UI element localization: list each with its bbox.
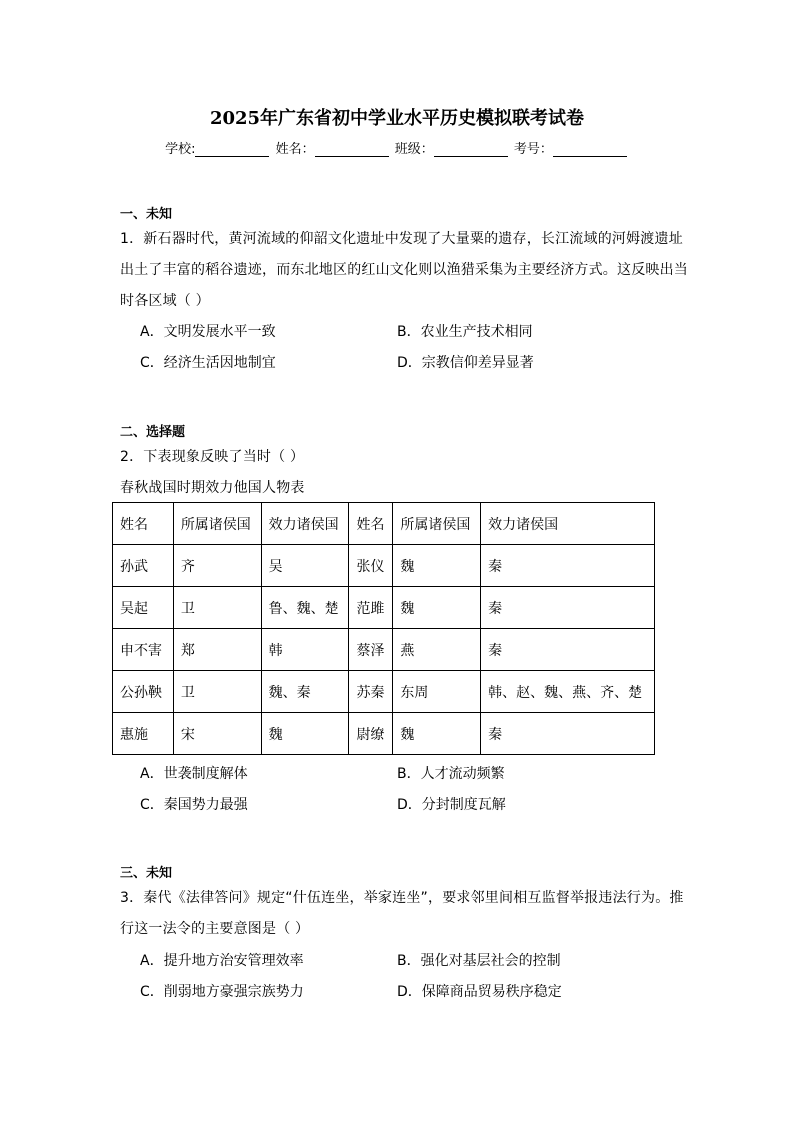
section-heading: 二、选择题 — [120, 425, 186, 440]
option-c[interactable]: C．削弱地方豪强宗族势力 — [140, 984, 304, 1000]
question-1-line: 出土了丰富的稻谷遗迹，而东北地区的红山文化则以渔猎采集为主要经济方式。这反映出当 — [120, 262, 688, 278]
table-row — [113, 713, 655, 755]
table-cell: 卫 — [173, 587, 261, 629]
question-3-line: 行这一法令的主要意图是（ ） — [120, 921, 310, 937]
table-cell: 吴 — [261, 545, 349, 587]
table-cell: 公孙鞅 — [113, 671, 174, 713]
exam-number-label: 考号： — [513, 142, 553, 157]
header-cell: 姓名 — [113, 503, 174, 545]
table-cell: 蔡泽 — [349, 629, 393, 671]
option-b[interactable]: B．强化对基层社会的控制 — [397, 953, 561, 969]
table-cell: 郑 — [173, 629, 261, 671]
table-cell: 秦 — [481, 545, 655, 587]
table-cell: 齐 — [173, 545, 261, 587]
table-cell: 魏 — [261, 713, 349, 755]
question-1-line: 1．新石器时代，黄河流域的仰韶文化遗址中发现了大量粟的遗存，长江流域的河姆渡遗址 — [120, 231, 683, 247]
student-info-row — [0, 138, 794, 157]
option-d[interactable]: D．宗教信仰差异显著 — [397, 355, 534, 371]
school-label: 学校: — [165, 142, 196, 157]
table-cell: 秦 — [481, 629, 655, 671]
table-cell: 张仪 — [349, 545, 393, 587]
table-cell: 孙武 — [113, 545, 174, 587]
school-blank[interactable] — [195, 142, 269, 157]
option-b[interactable]: B．农业生产技术相同 — [397, 324, 533, 340]
section-heading: 三、未知 — [120, 866, 173, 881]
table-caption: 春秋战国时期效力他国人物表 — [120, 480, 305, 496]
header-cell: 效力诸侯国 — [261, 503, 349, 545]
option-a[interactable]: A．文明发展水平一致 — [140, 324, 276, 340]
table-cell: 惠施 — [113, 713, 174, 755]
table-cell: 秦 — [481, 587, 655, 629]
exam-number-blank[interactable] — [553, 142, 627, 157]
option-d[interactable]: D．分封制度瓦解 — [397, 797, 506, 813]
name-blank[interactable] — [315, 142, 389, 157]
persons-table — [112, 502, 655, 755]
table-row — [113, 629, 655, 671]
table-cell: 秦 — [481, 713, 655, 755]
option-a[interactable]: A．提升地方治安管理效率 — [140, 953, 304, 969]
class-blank[interactable] — [434, 142, 508, 157]
exam-title: 2025年广东省初中学业水平历史模拟联考试卷 — [209, 108, 585, 129]
table-cell: 韩 — [261, 629, 349, 671]
option-d[interactable]: D．保障商品贸易秩序稳定 — [397, 984, 562, 1000]
class-label: 班级： — [394, 142, 434, 157]
header-cell: 姓名 — [349, 503, 393, 545]
option-c[interactable]: C．秦国势力最强 — [140, 797, 248, 813]
option-b[interactable]: B．人才流动频繁 — [397, 766, 505, 782]
header-cell: 所属诸侯国 — [393, 503, 481, 545]
question-1-line: 时各区域（ ） — [120, 293, 210, 309]
option-a[interactable]: A．世袭制度解体 — [140, 766, 248, 782]
table-cell: 尉缭 — [349, 713, 393, 755]
table-cell: 宋 — [173, 713, 261, 755]
table-cell: 魏、秦 — [261, 671, 349, 713]
question-2-line: 2．下表现象反映了当时（ ） — [120, 449, 305, 465]
table-row — [113, 545, 655, 587]
table-cell: 韩、赵、魏、燕、齐、楚 — [481, 671, 655, 713]
header-cell: 效力诸侯国 — [481, 503, 655, 545]
table-cell: 魏 — [393, 587, 481, 629]
table-cell: 燕 — [393, 629, 481, 671]
table-cell: 卫 — [173, 671, 261, 713]
table-cell: 苏秦 — [349, 671, 393, 713]
header-cell: 所属诸侯国 — [173, 503, 261, 545]
table-row — [113, 671, 655, 713]
table-cell: 范雎 — [349, 587, 393, 629]
table-cell: 魏 — [393, 713, 481, 755]
table-header-row — [113, 503, 655, 545]
table-row — [113, 587, 655, 629]
table-cell: 鲁、魏、楚 — [261, 587, 349, 629]
name-label: 姓名： — [275, 142, 315, 157]
table-cell: 吴起 — [113, 587, 174, 629]
option-c[interactable]: C．经济生活因地制宜 — [140, 355, 276, 371]
table-cell: 东周 — [393, 671, 481, 713]
table-cell: 申不害 — [113, 629, 174, 671]
table-cell: 魏 — [393, 545, 481, 587]
section-heading: 一、未知 — [120, 207, 173, 222]
question-3-line: 3．秦代《法律答问》规定“什伍连坐，举家连坐”，要求邻里间相互监督举报违法行为。推 — [120, 890, 684, 906]
